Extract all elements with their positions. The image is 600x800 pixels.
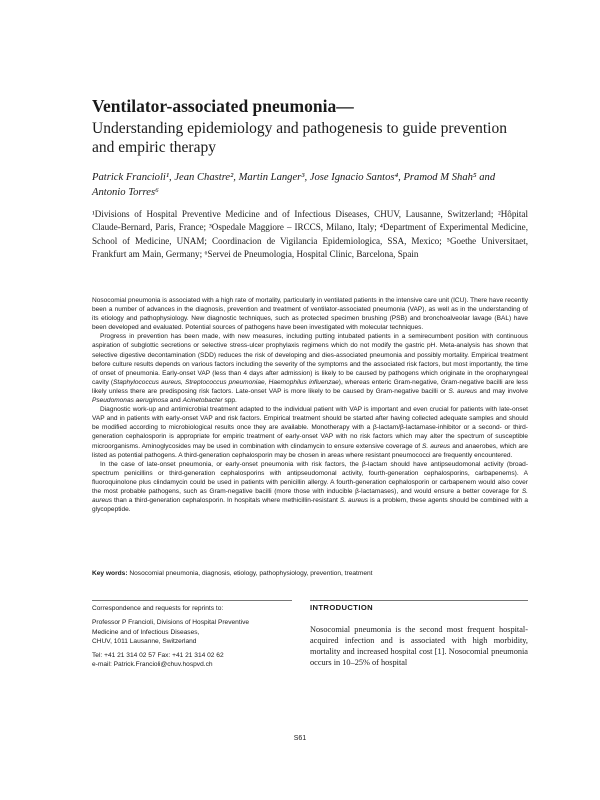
divider-left	[92, 600, 292, 601]
correspondence-phone: Tel: +41 21 314 02 57 Fax: +41 21 314 02 62	[92, 652, 224, 660]
introduction-heading: INTRODUCTION	[310, 603, 374, 612]
divider-right	[310, 600, 528, 601]
correspondence-city: CHUV, 1011 Lausanne, Switzerland	[92, 637, 197, 645]
title-block	[92, 96, 532, 157]
abstract	[92, 296, 528, 514]
introduction-text: Nosocomial pneumonia is the second most frequent hospital-acquired infection and is associated with high morbidity, mortality and increased hospital cost [1]. Nosocomial pneumonia occurs in 10–25% of hospital	[310, 625, 528, 667]
keywords-label: Key words:	[92, 570, 128, 577]
abstract-paragraph-4: In the case of late-onset pneumonia, or early-onset pneumonia with risk factors, the β-lactam should have antipseudomonal activity (broad-spectrum penicillins or third-generation cephalosporins with antipseudomonal activity, fourth-generation cephalosporins, carbapenems). A fluoroquinolone plus clindamycin could be used in patients with penicillin allergy. A fourth-generation cephalosporin or carbapenem would also cover the most probable pathogens, such as Gram-negative bacilli (more those with inducible β-lactamases), and would ensure a better coverage for S. aureus than a third-generation cephalosporin. In hospitals where methicillin-resistant S. aureus is a problem, these agents should be combined with a glycopeptide.	[92, 460, 529, 514]
abstract-paragraph-1: Nosocomial pneumonia is associated with a high rate of mortality, particularly in ventilated patients in the intensive care unit (ICU). There have recently been a number of advances in the diagnosis, prevention and treatment of ventilator-associated pneumonia (VAP), as well as in the understanding of its etiology and pathophysiology. New diagnostic techniques, such as protected specimen brushing (PSB) and bronchoalveolar lavage (BAL) have been developed and evaluated. Potential sources of pathogens have been investigated with molecular techniques.	[92, 297, 528, 332]
correspondence-heading: Correspondence and requests for reprints to:	[92, 605, 224, 612]
correspondence-name: Professor P Francioli, Divisions of Hospital Preventive	[92, 619, 250, 627]
keywords	[92, 569, 528, 578]
correspondence-email[interactable]: e-mail: Patrick.Francioli@chuv.hospvd.ch	[92, 661, 213, 669]
article-title: Ventilator-associated pneumonia—	[92, 96, 354, 116]
abstract-paragraph-3: Diagnostic work-up and antimicrobial treatment adapted to the individual patient with VAP is important and even crucial for patients with late-onset VAP and in patients with early-onset VAP and risk factors. Empirical treatment should be started after having collected adequate samples and should be modified according to microbiological results once they are available. Monotherapy with a β-lactam/β-lactamase-inhibitor or a second- or third-generation cephalosporin is appropriate for empiric treatment of early-onset VAP with no risk factors which may alter the spectrum of susceptible microorganisms. Aminoglycosides may be used in combination with clindamycin to ensure extensive coverage of S. aureus and anaerobes, which are listed as potential pathogens. A third-generation cephalosporin may be chosen in areas where resistant pneumococci are frequently encountered.	[92, 406, 528, 459]
page-number: S61	[293, 735, 307, 742]
affiliations: ¹Divisions of Hospital Preventive Medicine and of Infectious Diseases, CHUV, Lausanne, Switzerland; ²Hôpital Claude-Bernard, Paris, France; ³Ospedale Maggiore – IRCCS, Milano, Italy; ⁴Department of Experimental Medicine, School of Medicine, UNAM; Coordinacion de Vigilancia Epidemiologica, SSA, Mexico; ⁵Goethe Universitaet, Frankfurt am Main, Germany; ⁶Servei de Pneumologia, Hospital Clinic, Barcelona, Spain	[92, 209, 528, 259]
article-subtitle: Understanding epidemiology and pathogenesis to guide prevention and empiric therapy	[92, 120, 507, 156]
correspondence-block	[92, 604, 296, 670]
correspondence-department: Medicine and of Infectious Diseases,	[92, 628, 200, 636]
keywords-text: Nosocomial pneumonia, diagnosis, etiology, pathophysiology, prevention, treatment	[127, 570, 373, 577]
introduction-section	[310, 603, 528, 668]
abstract-paragraph-2: Progress in prevention has been made, with new measures, including putting intubated patients in a semirecumbent position with continuous aspiration of subglottic secretions or selective stress-ulcer prophylaxis regimens which do not modify the gastric pH. Meta-analysis has shown that selective digestive decontamination (SDD) reduces the risk of developing and dies-associated pneumonia and possibly mortality. Empirical treatment before culture results depends on various factors including the severity of the symptoms and the associated risk factors, but most importantly, the time of onset of pneumonia. Early-onset VAP (less than 4 days after admission) is likely to be caused by pathogens which originate in the oropharyngeal cavity (Staphylococcus aureus, Streptococcus pneumoniae, Haemophilus influenzae), whereas enteric Gram-negative, Gram-negative bacilli are less likely unless there are predisposing risk factors. Late-onset VAP is more likely to be caused by Gram-negative bacilli or S. aureus and may involve Pseudomonas aeruginosa and Acinetobacter spp.	[92, 333, 529, 405]
author-list: Patrick Francioli¹, Jean Chastre², Martin Langer³, Jose Ignacio Santos⁴, Pramod M Shah⁵ and Antonio Torres⁶	[92, 172, 496, 198]
